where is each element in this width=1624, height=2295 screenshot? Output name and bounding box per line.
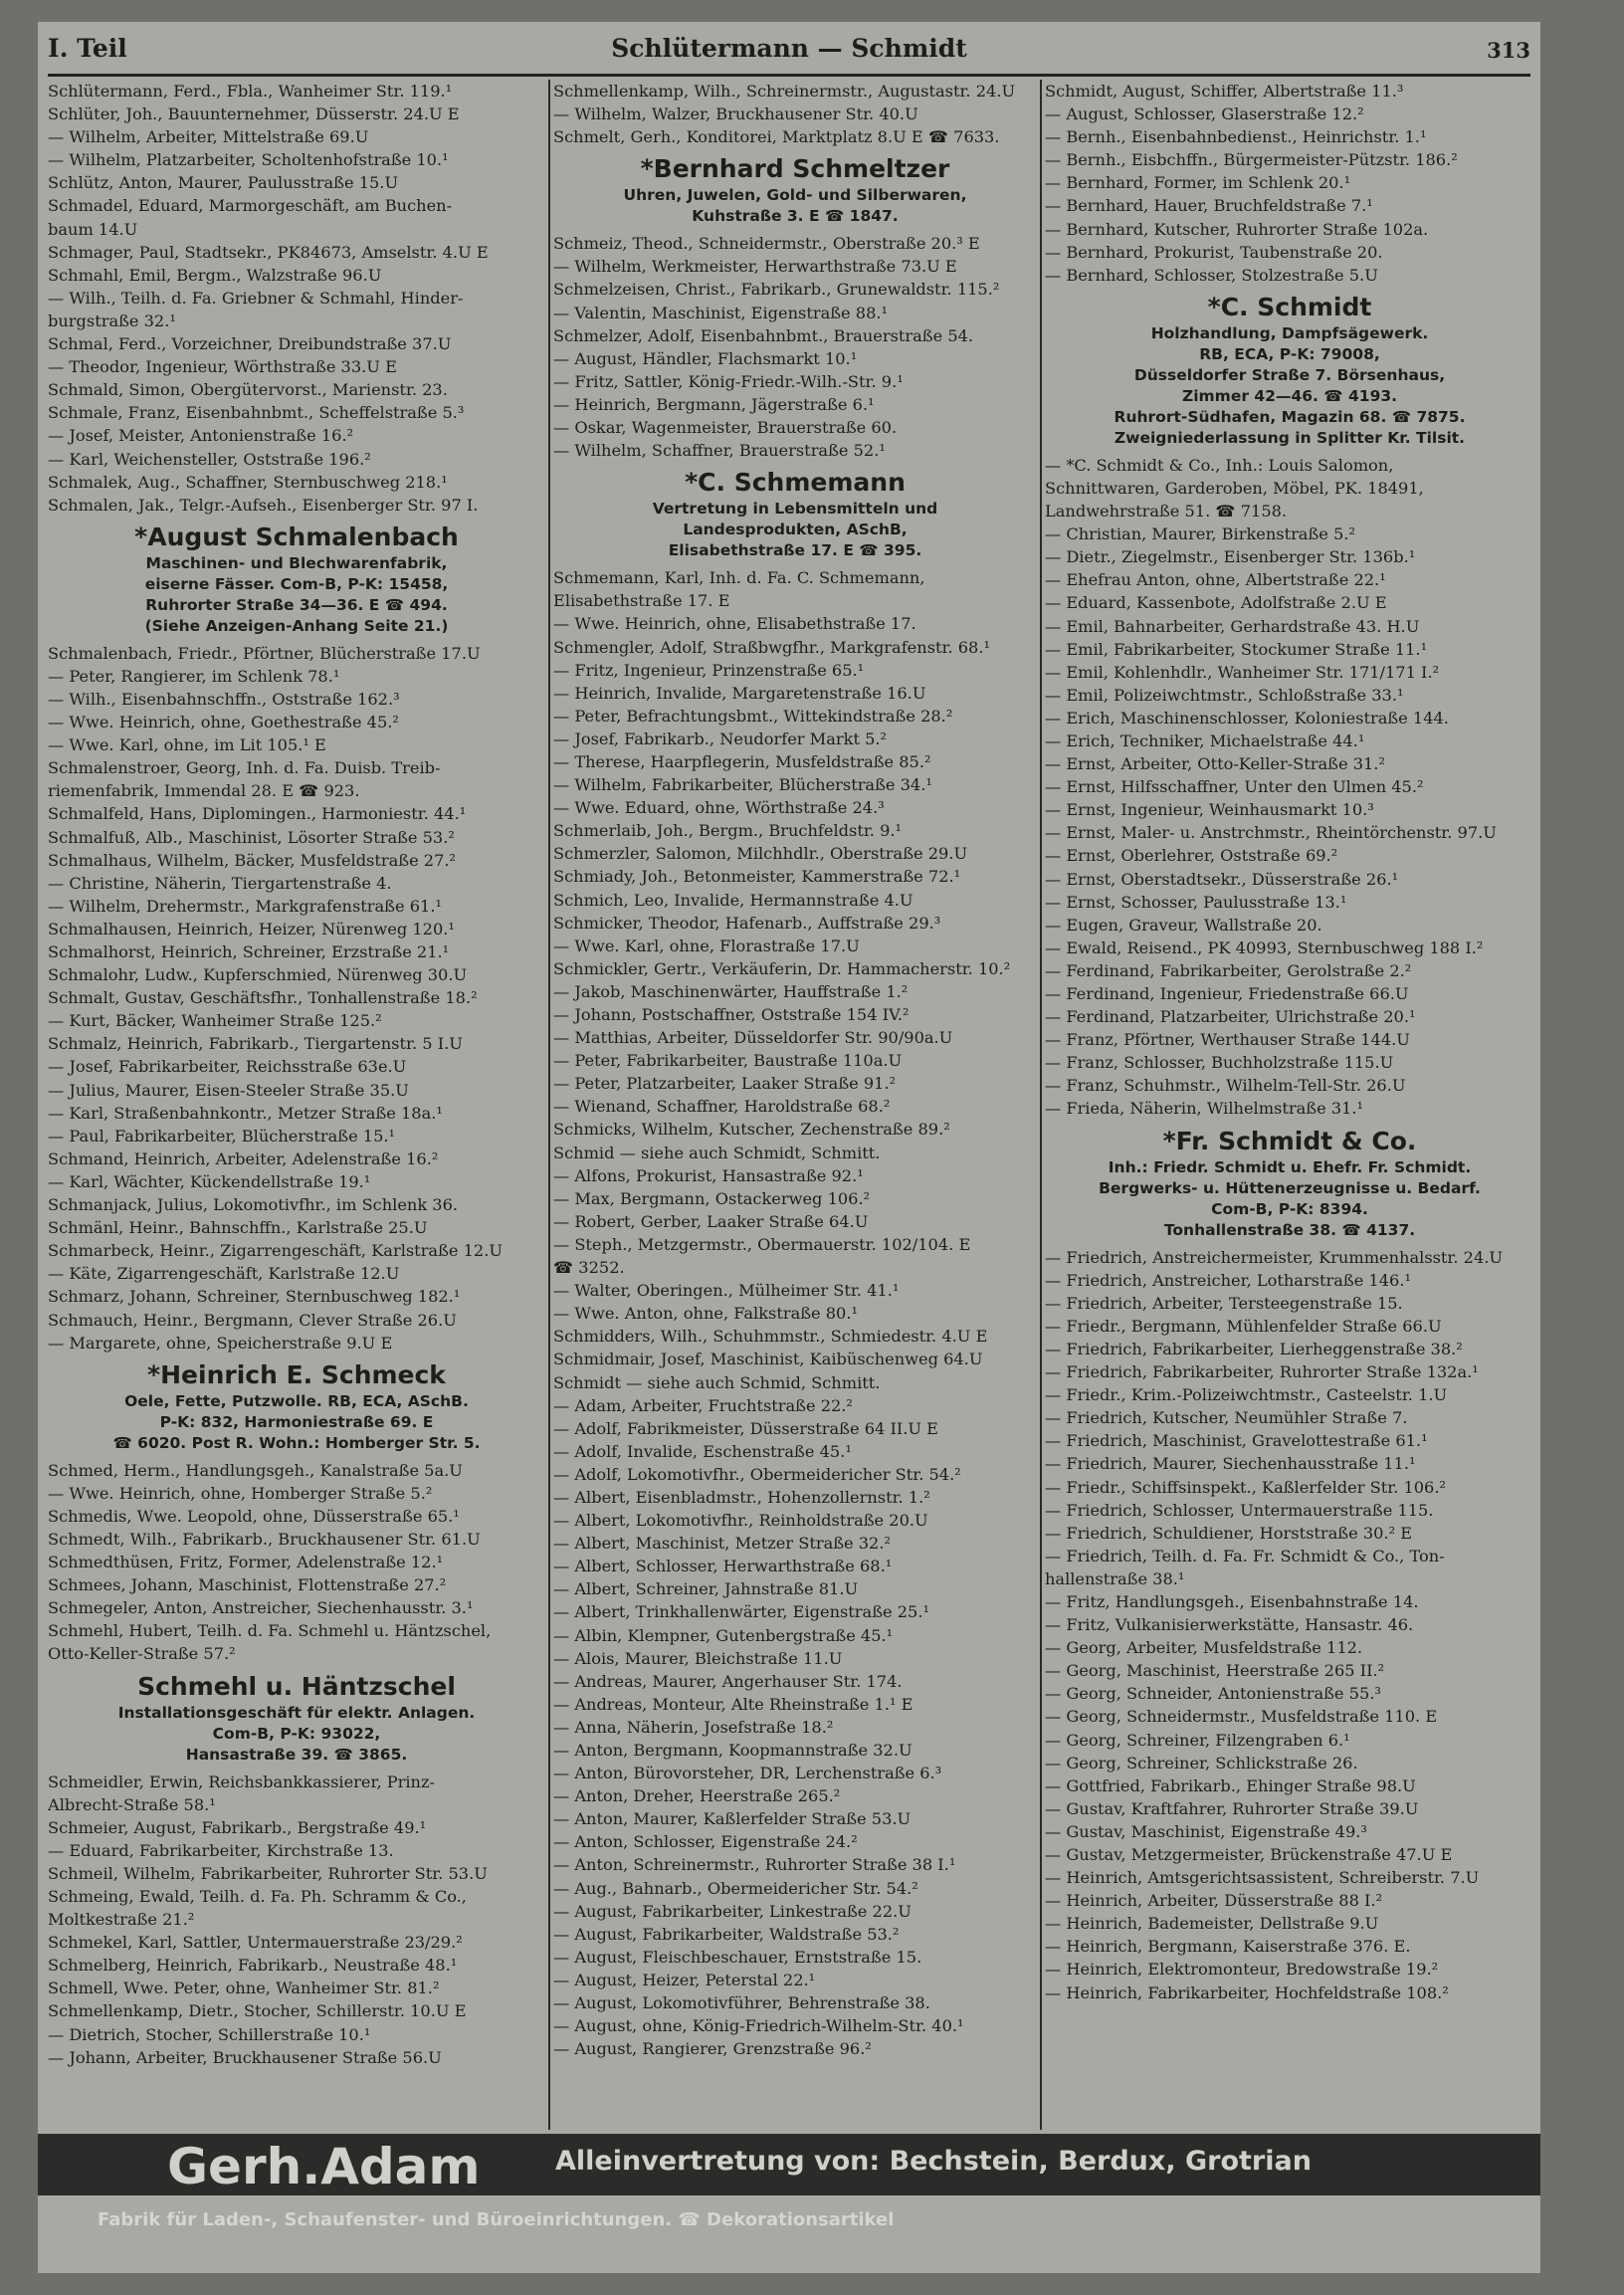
directory-entry: — Wwe. Karl, ohne, im Lit 105.¹ E [48, 735, 326, 755]
directory-entry: Schmiady, Joh., Betonmeister, Kammerstraße 72.¹ [553, 867, 961, 887]
directory-entry: — Josef, Fabrikarb., Neudorfer Markt 5.² [553, 729, 888, 748]
directory-entry: — Gustav, Metzgermeister, Brückenstraße 47.U E [1045, 1845, 1453, 1864]
firm-detail: ☎ 6020. Post R. Wohn.: Homberger Str. 5. [112, 1433, 481, 1452]
directory-entry: — Adolf, Invalide, Eschenstraße 45.¹ [553, 1441, 852, 1461]
directory-entry: — Bernhard, Schlosser, Stolzestraße 5.U [1045, 265, 1378, 285]
directory-entry: — Friedr., Schiffsinspekt., Kaßlerfelder Str. 106.² [1045, 1477, 1446, 1497]
directory-entry: — Albin, Klempner, Gutenbergstraße 45.¹ [553, 1625, 894, 1645]
directory-entry: — Wilhelm, Arbeiter, Mittelstraße 69.U [48, 127, 369, 147]
directory-entry: Schmidt, August, Schiffer, Albertstraße 11.³ [1045, 82, 1404, 101]
directory-entry: Albrecht-Straße 58.¹ [48, 1794, 216, 1814]
directory-entry: Schmeing, Ewald, Teilh. d. Fa. Ph. Schramm & Co., [48, 1887, 467, 1906]
directory-entry: Schmellenkamp, Dietr., Stocher, Schillerstr. 10.U E [48, 2001, 467, 2021]
directory-entry: Schmeier, August, Fabrikarb., Bergstraße 49.¹ [48, 1817, 427, 1837]
display-advertisement [1045, 1126, 1534, 1241]
firm-detail: Oele, Fette, Putzwolle. RB, ECA, ASchB. [124, 1391, 469, 1410]
directory-entry: — Dietrich, Stocher, Schillerstraße 10.¹ [48, 2024, 371, 2044]
directory-entry: — Ernst, Maler- u. Anstrchmstr., Rheintörchenstr. 97.U [1045, 823, 1497, 843]
directory-entry: Schmehl, Hubert, Teilh. d. Fa. Schmehl u. Häntzschel, [48, 1621, 492, 1641]
directory-entry: Schmell, Wwe. Peter, ohne, Wanheimer Str. 81.² [48, 1979, 440, 1998]
directory-entry: — Karl, Weichensteller, Oststraße 196.² [48, 449, 371, 469]
directory-entry: — Dietr., Ziegelmstr., Eisenberger Str. 136b.¹ [1045, 547, 1416, 567]
directory-entry: — Georg, Maschinist, Heerstraße 265 II.² [1045, 1661, 1385, 1681]
advertiser-tagline: Alleinvertretung von: Bechstein, Berdux, Grotrian [555, 2146, 1312, 2177]
directory-entry: Schmickler, Gertr., Verkäuferin, Dr. Hammacherstr. 10.² [553, 958, 1011, 978]
firm-name: Schmehl u. Häntzschel [137, 1671, 456, 1701]
directory-entry: — August, Fleischbeschauer, Ernststraße 15. [553, 1947, 922, 1967]
directory-entry: — Käte, Zigarrengeschäft, Karlstraße 12.U [48, 1264, 400, 1284]
directory-entry: — Ewald, Reisend., PK 40993, Sternbuschweg 188 I.² [1045, 938, 1484, 957]
directory-entry: Schmelzeisen, Christ., Fabrikarb., Grunewaldstr. 115.² [553, 280, 1000, 300]
directory-entry: — Johann, Arbeiter, Bruckhausener Straße 56.U [48, 2047, 442, 2067]
directory-entry: Schmalfuß, Alb., Maschinist, Lösorter Straße 53.² [48, 827, 455, 847]
column-left [48, 80, 545, 2130]
directory-entry: — Anton, Schlosser, Eigenstraße 24.² [553, 1832, 858, 1852]
directory-entry: — Julius, Maurer, Eisen-Steeler Straße 35.U [48, 1080, 409, 1100]
directory-entry: Otto-Keller-Straße 57.² [48, 1644, 236, 1664]
directory-entry: — Wilh., Eisenbahnschffn., Oststraße 162.³ [48, 689, 400, 709]
directory-entry: — Walter, Oberingen., Mülheimer Str. 41.¹ [553, 1281, 900, 1301]
directory-entry: Schmal, Ferd., Vorzeichner, Dreibundstraße 37.U [48, 334, 452, 354]
firm-detail: P-K: 832, Harmoniestraße 69. E [159, 1412, 434, 1431]
directory-entry: — Ehefrau Anton, ohne, Albertstraße 22.¹ [1045, 570, 1386, 590]
directory-entry: — Friedrich, Schlosser, Untermauerstraße 115. [1045, 1500, 1434, 1520]
directory-entry: — Ernst, Arbeiter, Otto-Keller-Straße 31.² [1045, 754, 1385, 774]
firm-detail: Zweigniederlassung in Splitter Kr. Tilsit. [1114, 428, 1466, 447]
directory-entry: Schmarz, Johann, Schreiner, Sternbuschweg 182.¹ [48, 1287, 461, 1307]
directory-entry: — August, Schlosser, Glaserstraße 12.² [1045, 104, 1364, 124]
directory-entry: Schmalt, Gustav, Geschäftsfhr., Tonhallenstraße 18.² [48, 988, 478, 1008]
directory-entry: — August, ohne, König-Friedrich-Wilhelm-Str. 40.¹ [553, 2016, 964, 2036]
directory-entry: — Wilhelm, Platzarbeiter, Scholtenhofstraße 10.¹ [48, 150, 449, 170]
firm-detail: Vertretung in Lebensmitteln und [652, 500, 938, 519]
directory-entry: Schmelberg, Heinrich, Fabrikarb., Neustraße 48.¹ [48, 1956, 458, 1976]
directory-entry: Schmahl, Emil, Bergm., Walzstraße 96.U [48, 265, 382, 285]
directory-entry: — Georg, Schreiner, Filzengraben 6.¹ [1045, 1730, 1350, 1750]
directory-entry: — Gustav, Kraftfahrer, Ruhrorter Straße 39.U [1045, 1798, 1419, 1818]
directory-entry: Schmich, Leo, Invalide, Hermannstraße 4.U [553, 890, 914, 910]
directory-entry: — Wilh., Teilh. d. Fa. Griebner & Schmahl, Hinder- [48, 288, 464, 308]
directory-entry: — Georg, Schneider, Antonienstraße 55.³ [1045, 1684, 1381, 1704]
directory-entry: — Wienand, Schaffner, Haroldstraße 68.² [553, 1097, 891, 1117]
directory-entry: Schmadel, Eduard, Marmorgeschäft, am Buchen- [48, 196, 453, 216]
directory-entry: Schmeiz, Theod., Schneidermstr., Oberstraße 20.³ E [553, 234, 980, 254]
directory-entry: — Wwe. Eduard, ohne, Wörthstraße 24.³ [553, 798, 885, 818]
directory-entry: — Anton, Maurer, Kaßlerfelder Straße 53.U [553, 1809, 912, 1829]
directory-entry: — Wilhelm, Walzer, Bruckhausener Str. 40.U [553, 104, 918, 124]
directory-entry: Schmerlaib, Joh., Bergm., Bruchfeldstr. 9.¹ [553, 821, 903, 841]
firm-name: *C. Schmidt [1207, 292, 1372, 321]
directory-entry: — Friedr., Bergmann, Mühlenfelder Straße 66.U [1045, 1316, 1442, 1336]
directory-entry: — Ernst, Ingenieur, Weinhausmarkt 10.³ [1045, 800, 1374, 820]
directory-entry: — Friedrich, Schuldiener, Horststraße 30.² E [1045, 1523, 1413, 1543]
firm-detail: Kuhstraße 3. E ☎ 1847. [692, 207, 899, 226]
directory-entry: — Frieda, Näherin, Wilhelmstraße 31.¹ [1045, 1099, 1364, 1119]
directory-entry: — Jakob, Maschinenwärter, Hauffstraße 1.² [553, 981, 909, 1001]
directory-entry: — Wilhelm, Fabrikarbeiter, Blücherstraße 34.¹ [553, 775, 932, 795]
directory-entry: — Emil, Kohlenhdlr., Wanheimer Str. 171/171 I.² [1045, 662, 1440, 682]
directory-entry: — Albert, Maschinist, Metzer Straße 32.² [553, 1534, 891, 1554]
firm-detail: RB, ECA, P-K: 79008, [1199, 344, 1380, 363]
directory-entry: Schmalfeld, Hans, Diplomingen., Harmoniestr. 44.¹ [48, 804, 467, 824]
column-divider [548, 80, 550, 2130]
directory-entry: — Alois, Maurer, Bleichstraße 11.U [553, 1648, 843, 1668]
directory-entry: — Anton, Bergmann, Koopmannstraße 32.U [553, 1741, 913, 1760]
directory-entry: Schmidmair, Josef, Maschinist, Kaibüschenweg 64.U [553, 1350, 983, 1369]
firm-detail: Com-B, P-K: 93022, [212, 1724, 381, 1743]
directory-entry: — Heinrich, Bergmann, Kaiserstraße 376. E. [1045, 1937, 1411, 1957]
directory-entry: — Wilhelm, Schaffner, Brauerstraße 52.¹ [553, 441, 886, 461]
directory-entry: — Friedrich, Arbeiter, Tersteegenstraße 15. [1045, 1293, 1403, 1313]
directory-entry: — Karl, Straßenbahnkontr., Metzer Straße 18a.¹ [48, 1103, 443, 1123]
directory-entry: — Georg, Schneidermstr., Musfeldstraße 110. E [1045, 1707, 1438, 1727]
directory-entry: — Adam, Arbeiter, Fruchtstraße 22.² [553, 1395, 853, 1415]
directory-entry: burgstraße 32.¹ [48, 311, 176, 330]
directory-entry: Schmale, Franz, Eisenbahnbmt., Scheffelstraße 5.³ [48, 403, 465, 423]
firm-detail: Holzhandlung, Dampfsägewerk. [1150, 323, 1429, 342]
directory-entry: — Friedrich, Kutscher, Neumühler Straße 7. [1045, 1408, 1408, 1428]
firm-name: *Bernhard Schmeltzer [640, 154, 950, 184]
directory-entry: Schmelzer, Adolf, Eisenbahnbmt., Brauerstraße 54. [553, 325, 974, 345]
firm-detail: Ruhrort-Südhafen, Magazin 68. ☎ 7875. [1114, 407, 1466, 426]
directory-entry: — Anton, Bürovorsteher, DR, Lerchenstraße 6.³ [553, 1764, 942, 1783]
directory-entry: — Wilhelm, Werkmeister, Herwarthstraße 73.U E [553, 257, 957, 277]
directory-entry: — Friedrich, Maschinist, Gravelottestraße 61.¹ [1045, 1431, 1428, 1451]
directory-entry: Schmänl, Heinr., Bahnschffn., Karlstraße 25.U [48, 1218, 428, 1238]
directory-entry: — Bernhard, Former, im Schlenk 20.¹ [1045, 173, 1351, 193]
directory-entry: — Franz, Pförtner, Werthauser Straße 144.U [1045, 1030, 1410, 1050]
directory-entry: Schmemann, Karl, Inh. d. Fa. C. Schmemann, [553, 568, 925, 588]
directory-entry: — Christine, Näherin, Tiergartenstraße 4. [48, 873, 392, 893]
firm-name: *Fr. Schmidt & Co. [1162, 1126, 1417, 1155]
directory-entry: — Josef, Meister, Antonienstraße 16.² [48, 426, 354, 446]
directory-entry: — Max, Bergmann, Ostackerweg 106.² [553, 1188, 871, 1208]
directory-entry: Schmeil, Wilhelm, Fabrikarbeiter, Ruhrorter Str. 53.U [48, 1863, 488, 1883]
directory-entry: — Peter, Befrachtungsbmt., Wittekindstraße 28.² [553, 706, 953, 726]
directory-entry: Schlüter, Joh., Bauunternehmer, Düsserstr. 24.U E [48, 104, 460, 124]
directory-entry: — *C. Schmidt & Co., Inh.: Louis Salomon, [1045, 455, 1394, 475]
directory-entry: — Therese, Haarpflegerin, Musfeldstraße 85.² [553, 751, 931, 771]
directory-entry: Moltkestraße 21.² [48, 1910, 195, 1930]
directory-entry: Schlütermann, Ferd., Fbla., Wanheimer Str. 119.¹ [48, 82, 453, 101]
directory-entry: — Friedrich, Anstreichermeister, Krummenhalsstr. 24.U [1045, 1247, 1504, 1267]
directory-entry: — Heinrich, Invalide, Margaretenstraße 16.U [553, 683, 926, 703]
directory-page [38, 22, 1540, 2273]
directory-entry: — Franz, Schlosser, Buchholzstraße 115.U [1045, 1053, 1394, 1073]
directory-entry: — Albert, Lokomotivfhr., Reinholdstraße 20.U [553, 1511, 928, 1531]
firm-detail: Landesprodukten, ASchB, [683, 521, 908, 539]
firm-detail: Düsseldorfer Straße 7. Börsenhaus, [1133, 365, 1446, 384]
directory-entry: Schlütz, Anton, Maurer, Paulusstraße 15.U [48, 173, 399, 193]
firm-detail: Inh.: Friedr. Schmidt u. Ehefr. Fr. Schmidt. [1108, 1157, 1472, 1176]
directory-entry: — Heinrich, Bademeister, Dellstraße 9.U [1045, 1914, 1379, 1934]
directory-entry: Schmald, Simon, Obergütervorst., Marienstr. 23. [48, 380, 448, 400]
page-number: 313 [1487, 38, 1530, 63]
directory-entry: — Heinrich, Elektromonteur, Bredowstraße 19.² [1045, 1960, 1439, 1980]
directory-entry: — Theodor, Ingenieur, Wörthstraße 33.U E [48, 357, 397, 377]
directory-entry: Schmalek, Aug., Schaffner, Sternbuschweg 218.¹ [48, 472, 448, 492]
directory-entry: — Ernst, Hilfsschaffner, Unter den Ulmen 45.² [1045, 777, 1424, 797]
directory-entry: Elisabethstraße 17. E [553, 591, 730, 611]
directory-entry: — August, Fabrikarbeiter, Waldstraße 53.² [553, 1924, 900, 1944]
directory-entry: Schmerzler, Salomon, Milchhdlr., Oberstraße 29.U [553, 844, 968, 864]
directory-entry: — Ferdinand, Fabrikarbeiter, Gerolstraße 2.² [1045, 960, 1412, 980]
directory-entry: — Peter, Rangierer, im Schlenk 78.¹ [48, 666, 340, 686]
advertisement-banner [38, 2134, 1540, 2195]
directory-entry: Schmedis, Wwe. Leopold, ohne, Düsserstraße 65.¹ [48, 1506, 460, 1526]
directory-entry: — Anna, Näherin, Josefstraße 18.² [553, 1717, 834, 1737]
directory-entry: — Albert, Eisenbladmstr., Hohenzollernstr. 1.² [553, 1487, 930, 1507]
directory-entry: — Erich, Maschinenschlosser, Koloniestraße 144. [1045, 708, 1449, 728]
directory-entry: Schmager, Paul, Stadtsekr., PK84673, Amselstr. 4.U E [48, 242, 489, 262]
firm-detail: Installationsgeschäft für elektr. Anlagen. [117, 1703, 476, 1722]
advertisement-subline: Fabrik für Laden-, Schaufenster- und Büroeinrichtungen. ☎ Dekorationsartikel [98, 2209, 895, 2230]
directory-entry: — August, Händler, Flachsmarkt 10.¹ [553, 348, 858, 368]
directory-entry: — Heinrich, Arbeiter, Düsserstraße 88 I.² [1045, 1891, 1383, 1911]
firm-detail: Com-B, P-K: 8394. [1211, 1199, 1368, 1218]
directory-entry: — Paul, Fabrikarbeiter, Blücherstraße 15.¹ [48, 1126, 396, 1146]
directory-entry: — Friedr., Krim.-Polizeiwchtmstr., Casteelstr. 1.U [1045, 1385, 1448, 1405]
directory-entry: — Christian, Maurer, Birkenstraße 5.² [1045, 524, 1355, 544]
directory-entry: Schmauch, Heinr., Bergmann, Clever Straße 26.U [48, 1310, 457, 1330]
directory-entry: — Albert, Schlosser, Herwarthstraße 68.¹ [553, 1557, 893, 1576]
directory-entry: Schnittwaren, Garderoben, Möbel, PK. 18491, [1045, 478, 1424, 498]
directory-entry: — Steph., Metzgermstr., Obermauerstr. 102/104. E [553, 1234, 971, 1254]
running-title: Schlütermann — Schmidt [611, 34, 967, 63]
directory-entry: — Wwe. Heinrich, ohne, Elisabethstraße 17. [553, 614, 916, 634]
directory-entry: — Ernst, Oberstadtsekr., Düsserstraße 26.¹ [1045, 869, 1399, 889]
directory-entry: Schmanjack, Julius, Lokomotivfhr., im Schlenk 36. [48, 1195, 459, 1215]
directory-entry: — Anton, Dreher, Heerstraße 265.² [553, 1786, 841, 1806]
directory-entry: — Peter, Platzarbeiter, Laaker Straße 91.² [553, 1074, 897, 1094]
directory-entry: Schmalhaus, Wilhelm, Bäcker, Musfeldstraße 27.² [48, 850, 457, 870]
directory-entry: — Aug., Bahnarb., Obermeidericher Str. 54.² [553, 1878, 918, 1898]
directory-entry: — Georg, Schreiner, Schlickstraße 26. [1045, 1753, 1358, 1773]
directory-entry: — Johann, Postschaffner, Oststraße 154 IV.² [553, 1005, 910, 1024]
firm-detail: Uhren, Juwelen, Gold- und Silberwaren, [623, 186, 967, 205]
directory-entry: — Heinrich, Amtsgerichtsassistent, Schreiberstr. 7.U [1045, 1868, 1480, 1888]
firm-name: *C. Schmemann [685, 468, 906, 498]
directory-entry: — Heinrich, Bergmann, Jägerstraße 6.¹ [553, 394, 875, 414]
directory-entry: Schmalhorst, Heinrich, Schreiner, Erzstraße 21.¹ [48, 942, 450, 961]
directory-entry: Schmicks, Wilhelm, Kutscher, Zechenstraße 89.² [553, 1120, 950, 1140]
directory-entry: Schmand, Heinrich, Arbeiter, Adelenstraße 16.² [48, 1148, 439, 1168]
directory-entry: Landwehrstraße 51. ☎ 7158. [1045, 502, 1288, 522]
display-advertisement [553, 153, 1037, 227]
directory-entry: Schmelt, Gerh., Konditorei, Marktplatz 8.U E ☎ 7633. [553, 127, 1000, 147]
directory-entry: baum 14.U [48, 219, 138, 239]
directory-entry: — Friedrich, Teilh. d. Fa. Fr. Schmidt & Co., Ton- [1045, 1546, 1445, 1565]
directory-entry: — Fritz, Sattler, König-Friedr.-Wilh.-Str. 9.¹ [553, 371, 904, 391]
column-right [1045, 80, 1534, 2130]
section-label: I. Teil [48, 34, 127, 63]
directory-entry: Schmalenstroer, Georg, Inh. d. Fa. Duisb. Treib- [48, 758, 441, 778]
directory-entry: — Gustav, Maschinist, Eigenstraße 49.³ [1045, 1821, 1367, 1841]
directory-entry: Schmellenkamp, Wilh., Schreinermstr., Augustastr. 24.U [553, 82, 1016, 101]
directory-entry: — Valentin, Maschinist, Eigenstraße 88.¹ [553, 303, 889, 322]
directory-entry: — Ernst, Oberlehrer, Oststraße 69.² [1045, 846, 1338, 866]
directory-entry: Schmalhausen, Heinrich, Heizer, Nürenweg 120.¹ [48, 919, 455, 939]
directory-entry: — Friedrich, Maurer, Siechenhausstraße 11.¹ [1045, 1454, 1416, 1474]
directory-entry: riemenfabrik, Immendal 28. E ☎ 923. [48, 781, 360, 801]
directory-entry: — Eduard, Kassenbote, Adolfstraße 2.U E [1045, 593, 1387, 613]
directory-entry: Schmarbeck, Heinr., Zigarrengeschäft, Karlstraße 12.U [48, 1241, 504, 1261]
directory-entry: Schmidt — siehe auch Schmid, Schmitt. [553, 1372, 881, 1392]
directory-entry: — Fritz, Handlungsgeh., Eisenbahnstraße 14. [1045, 1591, 1419, 1611]
directory-entry: Schmalen, Jak., Telgr.-Aufseh., Eisenberger Str. 97 I. [48, 495, 479, 515]
directory-entry: Schmalohr, Ludw., Kupferschmied, Nürenweg 30.U [48, 965, 468, 985]
directory-entry: Schmekel, Karl, Sattler, Untermauerstraße 23/29.² [48, 1933, 463, 1953]
directory-entry: Schmeidler, Erwin, Reichsbankkassierer, Prinz- [48, 1772, 435, 1791]
directory-entry: — Karl, Wächter, Kückendellstraße 19.¹ [48, 1171, 371, 1191]
directory-entry: Schmengler, Adolf, Straßbwgfhr., Markgrafenstr. 68.¹ [553, 637, 990, 657]
directory-entry: — August, Rangierer, Grenzstraße 96.² [553, 2039, 872, 2059]
firm-detail: eiserne Fässer. Com-B, P-K: 15458, [144, 574, 449, 593]
firm-detail: Tonhallenstraße 38. ☎ 4137. [1163, 1220, 1416, 1239]
directory-entry: — Emil, Polizeiwchtmstr., Schloßstraße 33.¹ [1045, 685, 1404, 705]
directory-entry: — Georg, Arbeiter, Musfeldstraße 112. [1045, 1638, 1363, 1658]
directory-entry: — Friedrich, Anstreicher, Lotharstraße 146.¹ [1045, 1270, 1411, 1290]
directory-entry: — Bernh., Eisbchffn., Bürgermeister-Pützstr. 186.² [1045, 150, 1458, 170]
directory-entry: — Wilhelm, Drehermstr., Markgrafenstraße 61.¹ [48, 896, 442, 916]
directory-entry: — Robert, Gerber, Laaker Straße 64.U [553, 1211, 869, 1231]
display-advertisement [1045, 292, 1534, 449]
directory-entry: Schmalenbach, Friedr., Pförtner, Blücherstraße 17.U [48, 643, 481, 663]
column-middle [553, 80, 1037, 2130]
display-advertisement [553, 467, 1037, 561]
directory-entry: — Oskar, Wagenmeister, Brauerstraße 60. [553, 418, 898, 438]
directory-entry: — Bernhard, Kutscher, Ruhrorter Straße 102a. [1045, 219, 1429, 239]
directory-entry: — Ferdinand, Platzarbeiter, Ulrichstraße 20.¹ [1045, 1007, 1416, 1027]
directory-entry: — Albert, Schreiner, Jahnstraße 81.U [553, 1579, 859, 1599]
directory-entry: — Margarete, ohne, Speicherstraße 9.U E [48, 1333, 393, 1353]
directory-entry: — Emil, Bahnarbeiter, Gerhardstraße 43. H.U [1045, 616, 1420, 636]
directory-entry: — Anton, Schreinermstr., Ruhrorter Straße 38 I.¹ [553, 1855, 956, 1875]
directory-entry: Schmidders, Wilh., Schuhmmstr., Schmiedestr. 4.U E [553, 1327, 988, 1347]
directory-entry: — Bernhard, Prokurist, Taubenstraße 20. [1045, 242, 1383, 262]
directory-entry: — Eugen, Graveur, Wallstraße 20. [1045, 915, 1322, 935]
directory-entry: Schmees, Johann, Maschinist, Flottenstraße 27.² [48, 1575, 447, 1595]
directory-entry: — Gottfried, Fabrikarb., Ehinger Straße 98.U [1045, 1775, 1416, 1795]
directory-entry: — Wwe. Anton, ohne, Falkstraße 80.¹ [553, 1304, 858, 1324]
directory-entry: — Fritz, Vulkanisierwerkstätte, Hansastr. 46. [1045, 1615, 1414, 1635]
directory-entry: — Franz, Schuhmstr., Wilhelm-Tell-Str. 26.U [1045, 1076, 1406, 1096]
directory-entry: — Fritz, Ingenieur, Prinzenstraße 65.¹ [553, 660, 865, 680]
directory-entry: — Erich, Techniker, Michaelstraße 44.¹ [1045, 730, 1365, 750]
directory-entry: Schmedt, Wilh., Fabrikarb., Bruckhausener Str. 61.U [48, 1529, 481, 1549]
directory-entry: — Friedrich, Fabrikarbeiter, Ruhrorter Straße 132a.¹ [1045, 1362, 1479, 1382]
directory-entry: — Ferdinand, Ingenieur, Friedenstraße 66.U [1045, 984, 1409, 1003]
directory-entry: — Bernhard, Hauer, Bruchfeldstraße 7.¹ [1045, 196, 1373, 216]
directory-entry: — Heinrich, Fabrikarbeiter, Hochfeldstraße 108.² [1045, 1982, 1449, 2002]
column-divider [1040, 80, 1042, 2130]
firm-name: *August Schmalenbach [134, 522, 459, 551]
directory-entry: Schmicker, Theodor, Hafenarb., Auffstraße 29.³ [553, 913, 941, 933]
advertiser-name: Gerh.Adam [167, 2138, 481, 2195]
directory-entry: Schmedthüsen, Fritz, Former, Adelenstraße 12.¹ [48, 1553, 444, 1572]
firm-detail: Bergwerks- u. Hüttenerzeugnisse u. Bedarf. [1099, 1178, 1481, 1197]
firm-name: *Heinrich E. Schmeck [147, 1359, 446, 1389]
firm-detail: Elisabethstraße 17. E ☎ 395. [668, 541, 922, 560]
directory-entry: — Matthias, Arbeiter, Düsseldorfer Str. 90/90a.U [553, 1028, 953, 1048]
directory-entry: — Bernh., Eisenbahnbedienst., Heinrichstr. 1.¹ [1045, 127, 1427, 147]
directory-entry: Schmid — siehe auch Schmidt, Schmitt. [553, 1143, 881, 1162]
directory-entry: — Ernst, Schosser, Paulusstraße 13.¹ [1045, 892, 1347, 912]
directory-entry: — August, Heizer, Peterstal 22.¹ [553, 1970, 816, 1989]
directory-entry: — Alfons, Prokurist, Hansastraße 92.¹ [553, 1165, 864, 1185]
directory-entry: — Wwe. Heinrich, ohne, Homberger Straße 5.² [48, 1483, 433, 1503]
display-advertisement [48, 1671, 545, 1766]
firm-detail: (Siehe Anzeigen-Anhang Seite 21.) [144, 616, 449, 635]
directory-entry: — Peter, Fabrikarbeiter, Baustraße 110a.U [553, 1051, 903, 1071]
page-header [48, 30, 1530, 77]
directory-entry: — Friedrich, Fabrikarbeiter, Lierheggenstraße 38.² [1045, 1339, 1463, 1358]
directory-entry: — Wwe. Heinrich, ohne, Goethestraße 45.² [48, 713, 399, 732]
directory-entry: — Wwe. Karl, ohne, Florastraße 17.U [553, 936, 860, 955]
firm-detail: Zimmer 42—46. ☎ 4193. [1181, 386, 1398, 405]
directory-entry: — Andreas, Monteur, Alte Rheinstraße 1.¹ E [553, 1694, 914, 1714]
firm-detail: Ruhrorter Straße 34—36. E ☎ 494. [145, 595, 448, 614]
directory-entry: — Kurt, Bäcker, Wanheimer Straße 125.² [48, 1011, 382, 1031]
directory-entry: hallenstraße 38.¹ [1045, 1568, 1185, 1588]
directory-entry: — Josef, Fabrikarbeiter, Reichsstraße 63e.U [48, 1057, 407, 1077]
directory-entry: — Adolf, Lokomotivfhr., Obermeidericher Str. 54.² [553, 1464, 961, 1484]
directory-entry: Schmalz, Heinrich, Fabrikarb., Tiergartenstr. 5 I.U [48, 1034, 463, 1054]
firm-detail: Maschinen- und Blechwarenfabrik, [145, 553, 448, 572]
directory-entry: Schmed, Herm., Handlungsgeh., Kanalstraße 5a.U [48, 1460, 463, 1480]
directory-entry: Schmegeler, Anton, Anstreicher, Siechenhausstr. 3.¹ [48, 1598, 474, 1618]
directory-entry: — Adolf, Fabrikmeister, Düsserstraße 64 II.U E [553, 1418, 938, 1438]
directory-entry: — August, Lokomotivführer, Behrenstraße 38. [553, 1993, 930, 2013]
directory-entry: ☎ 3252. [553, 1258, 625, 1278]
directory-entry: — August, Fabrikarbeiter, Linkestraße 22.U [553, 1901, 912, 1921]
directory-entry: — Albert, Trinkhallenwärter, Eigenstraße 25.¹ [553, 1602, 929, 1622]
display-advertisement [48, 522, 545, 637]
display-advertisement [48, 1359, 545, 1454]
directory-entry: — Eduard, Fabrikarbeiter, Kirchstraße 13. [48, 1840, 394, 1860]
directory-entry: — Andreas, Maurer, Angerhauser Str. 174. [553, 1671, 903, 1691]
directory-entry: — Emil, Fabrikarbeiter, Stockumer Straße 11.¹ [1045, 639, 1428, 659]
firm-detail: Hansastraße 39. ☎ 3865. [185, 1745, 408, 1764]
